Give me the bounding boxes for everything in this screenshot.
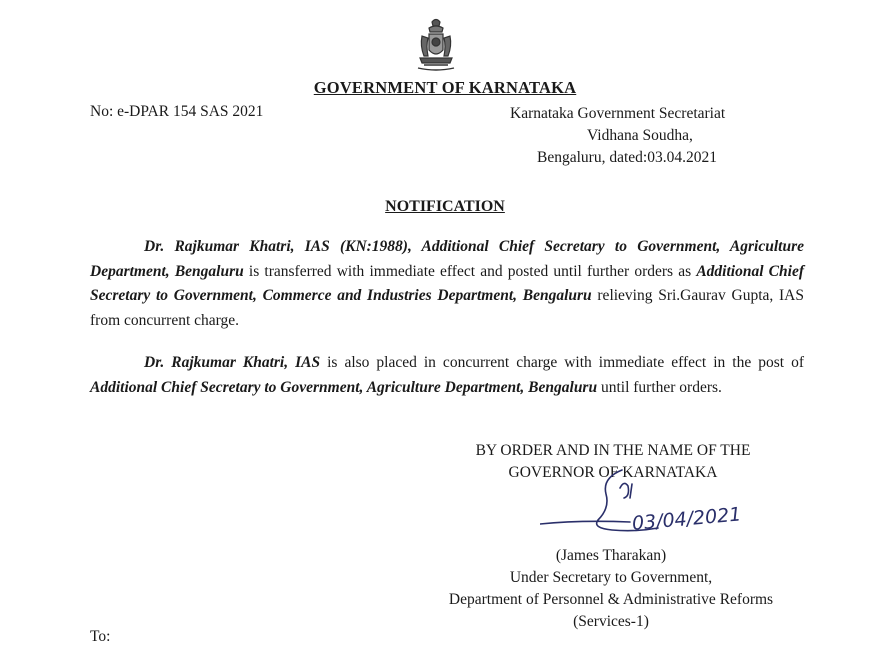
address-line-1: Karnataka Government Secretariat [510, 105, 726, 122]
karnataka-emblem-icon [414, 16, 458, 72]
notification-paragraph-2 [90, 351, 804, 400]
office-address [510, 103, 790, 169]
para2-emphasis-1: Dr. Rajkumar Khatri, IAS [144, 354, 321, 371]
para2-emphasis-2: Additional Chief Secretary to Government, Agriculture Department, Bengaluru [90, 378, 598, 396]
order-line-2: GOVERNOR OF KARNATAKA [508, 464, 718, 481]
addressee-label: To: [90, 628, 111, 645]
handwritten-signature [540, 468, 810, 548]
para1-text-2: relieving Sri.Gaurav Gupta, IAS from concurrent charge. [90, 287, 804, 329]
signer-designation: Under Secretary to Government, [509, 569, 713, 586]
reference-number: No: e-DPAR 154 SAS 2021 [90, 103, 264, 120]
address-line-2: Vidhana Soudha, [587, 127, 693, 144]
signer-name: (James Tharakan) [555, 547, 667, 564]
para1-emphasis-2: Additional Chief Secretary to Government, Commerce and Industries Department, Bengaluru [90, 262, 804, 304]
signer-department: Department of Personnel & Administrative Reforms [448, 591, 774, 608]
address-line-3: Bengaluru, dated:03.04.2021 [537, 149, 717, 166]
para2-text-2: until further orders. [597, 378, 722, 396]
signer-section: (Services-1) [573, 613, 649, 630]
signatory-block [418, 545, 804, 633]
notification-title: NOTIFICATION [385, 198, 505, 215]
para1-emphasis-1: Dr. Rajkumar Khatri, IAS (KN:1988), Additional Chief Secretary to Government, Agriculture Department, Bengaluru [90, 238, 804, 280]
order-line-1: BY ORDER AND IN THE NAME OF THE [475, 442, 751, 459]
government-title: GOVERNMENT OF KARNATAKA [313, 78, 577, 97]
handwritten-date: 03/04/2021 [631, 503, 743, 535]
para1-text-1: is transferred with immediate effect and posted until further orders as [243, 262, 697, 280]
para2-text-1: is also placed in concurrent charge with immediate effect in the post of [320, 354, 804, 371]
notification-paragraph-1 [90, 235, 804, 333]
